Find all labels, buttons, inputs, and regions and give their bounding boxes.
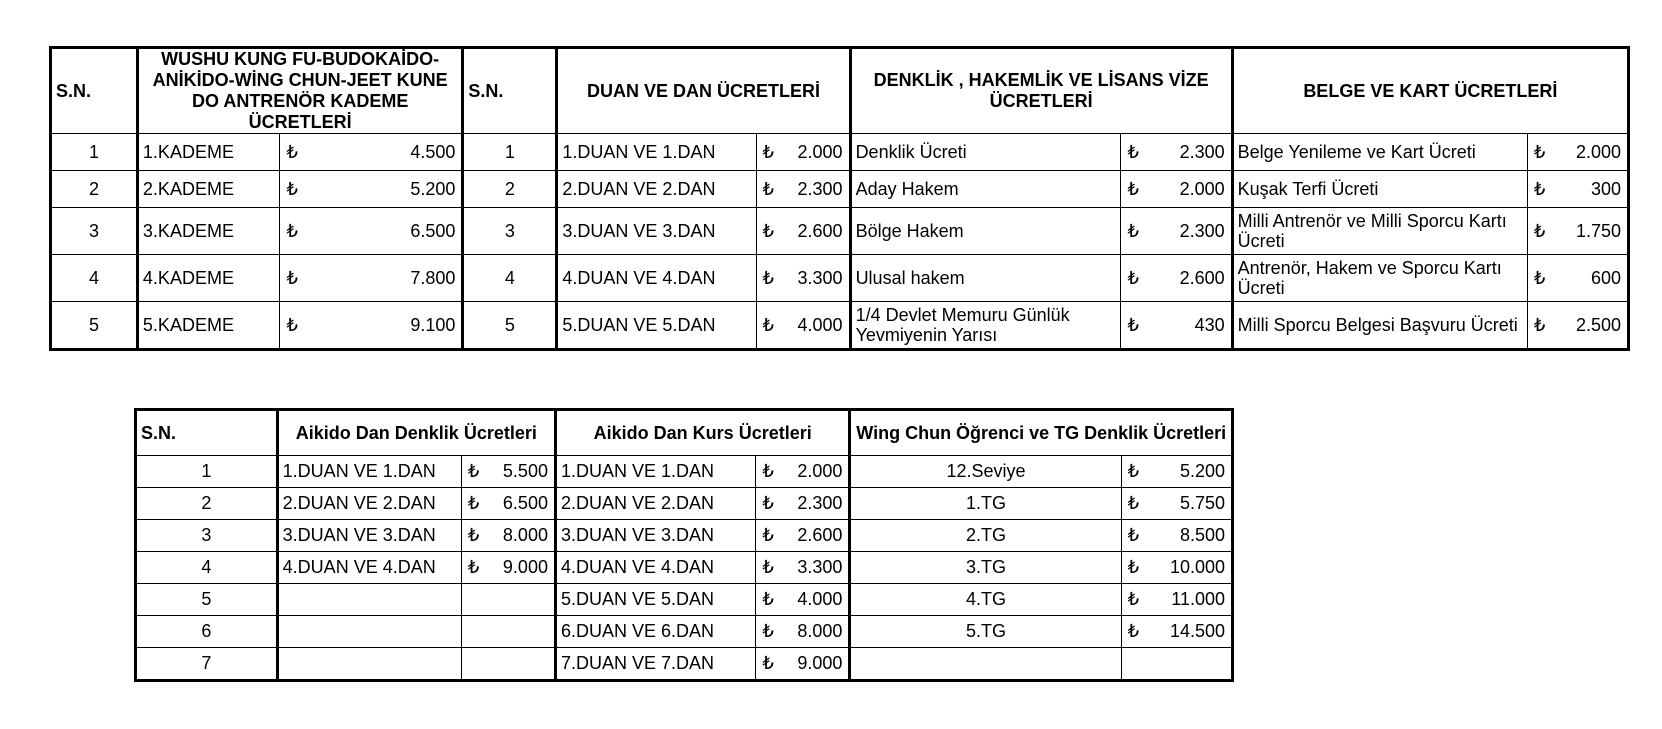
table-row bbox=[136, 456, 1233, 488]
wing-chun-header: Wing Chun Öğrenci ve TG Denklik Ücretleri bbox=[850, 410, 1233, 456]
currency-symbol: ₺ bbox=[762, 314, 774, 335]
denklik-fee-cell bbox=[1121, 302, 1232, 350]
kademe-cell: 3.KADEME bbox=[137, 208, 280, 255]
kademe-cell: 2.KADEME bbox=[137, 171, 280, 208]
fee-amount: 3.300 bbox=[797, 267, 843, 288]
duan-cell: 2.DUAN VE 2.DAN bbox=[557, 171, 756, 208]
belge-cell: Kuşak Terfi Ücreti bbox=[1232, 171, 1527, 208]
aikido-kurs-fee-cell bbox=[756, 648, 850, 681]
fee-amount: 5.750 bbox=[1179, 493, 1225, 513]
sn-header: S.N. bbox=[136, 410, 278, 456]
kademe-cell: 1.KADEME bbox=[137, 134, 280, 171]
fee-amount: 4.500 bbox=[410, 141, 456, 162]
fee-amount: 5.500 bbox=[502, 461, 548, 481]
fee-amount: 2.300 bbox=[1179, 220, 1225, 241]
currency-symbol: ₺ bbox=[1533, 178, 1546, 199]
fee-amount: 3.300 bbox=[797, 557, 843, 577]
wing-chun-cell: 2.TG bbox=[850, 520, 1121, 552]
aikido-kurs-cell: 3.DUAN VE 3.DAN bbox=[555, 520, 755, 552]
currency-symbol: ₺ bbox=[467, 461, 480, 481]
fee-amount: 300 bbox=[1590, 178, 1621, 199]
fee-amount: 2.500 bbox=[1575, 314, 1621, 335]
belge-fee-cell bbox=[1527, 208, 1628, 255]
aikido-kurs-header: Aikido Dan Kurs Ücretleri bbox=[555, 410, 849, 456]
currency-symbol: ₺ bbox=[762, 621, 774, 641]
fee-amount: 8.000 bbox=[797, 621, 843, 641]
aikido-kurs-fee-cell bbox=[756, 552, 850, 584]
fee-amount: 4.000 bbox=[797, 589, 843, 609]
fee-amount: 10.000 bbox=[1169, 557, 1225, 577]
aikido-kurs-cell: 1.DUAN VE 1.DAN bbox=[555, 456, 755, 488]
aikido-denklik-cell: 2.DUAN VE 2.DAN bbox=[277, 488, 461, 520]
duan-fee-cell bbox=[756, 171, 850, 208]
aikido-kurs-cell: 6.DUAN VE 6.DAN bbox=[555, 616, 755, 648]
currency-symbol: ₺ bbox=[467, 493, 480, 513]
currency-symbol: ₺ bbox=[762, 493, 774, 513]
table-row bbox=[51, 255, 1629, 302]
sn-cell: 2 bbox=[136, 488, 278, 520]
table-row bbox=[136, 488, 1233, 520]
wing-chun-cell: 1.TG bbox=[850, 488, 1121, 520]
denklik-fee-cell bbox=[1121, 255, 1232, 302]
aikido-kurs-fee-cell bbox=[756, 456, 850, 488]
belge-cell: Milli Sporcu Belgesi Başvuru Ücreti bbox=[1232, 302, 1527, 350]
currency-symbol: ₺ bbox=[1533, 220, 1546, 241]
denklik-cell: Ulusal hakem bbox=[850, 255, 1121, 302]
fee-amount: 5.200 bbox=[410, 178, 456, 199]
currency-symbol: ₺ bbox=[467, 525, 480, 545]
denklik-cell: 1/4 Devlet Memuru Günlük Yevmiyenin Yarısı bbox=[850, 302, 1121, 350]
fee-amount: 6.500 bbox=[502, 493, 548, 513]
belge-fee-cell bbox=[1527, 134, 1628, 171]
aikido-kurs-fee-cell bbox=[756, 520, 850, 552]
currency-symbol: ₺ bbox=[762, 557, 774, 577]
sn-cell: 1 bbox=[51, 134, 138, 171]
aikido-kurs-cell: 2.DUAN VE 2.DAN bbox=[555, 488, 755, 520]
fee-amount: 2.300 bbox=[797, 493, 843, 513]
sn-cell: 1 bbox=[136, 456, 278, 488]
wing-chun-fee-cell bbox=[1121, 584, 1232, 616]
currency-symbol: ₺ bbox=[286, 141, 298, 162]
belge-fee-cell bbox=[1527, 171, 1628, 208]
currency-symbol: ₺ bbox=[286, 220, 298, 241]
fee-amount: 8.000 bbox=[502, 525, 548, 545]
duan-fee-cell bbox=[756, 208, 850, 255]
sn2-cell: 5 bbox=[463, 302, 557, 350]
wing-chun-fee-cell bbox=[1121, 648, 1232, 681]
currency-symbol: ₺ bbox=[762, 267, 774, 288]
wing-chun-fee-cell bbox=[1121, 616, 1232, 648]
sn2-cell: 2 bbox=[463, 171, 557, 208]
aikido-kurs-fee-cell bbox=[756, 488, 850, 520]
aikido-denklik-fee-cell bbox=[461, 488, 555, 520]
table-row bbox=[51, 302, 1629, 350]
kademe-cell: 4.KADEME bbox=[137, 255, 280, 302]
fee-amount: 2.600 bbox=[797, 525, 843, 545]
wing-chun-fee-cell bbox=[1121, 552, 1232, 584]
currency-symbol: ₺ bbox=[286, 314, 298, 335]
aikido-denklik-cell: 1.DUAN VE 1.DAN bbox=[277, 456, 461, 488]
fee-amount: 430 bbox=[1194, 314, 1225, 335]
wing-chun-cell: 5.TG bbox=[850, 616, 1121, 648]
sn2-header: S.N. bbox=[463, 48, 557, 134]
belge-cell: Belge Yenileme ve Kart Ücreti bbox=[1232, 134, 1527, 171]
fee-amount: 5.200 bbox=[1179, 461, 1225, 481]
currency-symbol: ₺ bbox=[286, 178, 298, 199]
sn-cell: 3 bbox=[51, 208, 138, 255]
table-row bbox=[136, 520, 1233, 552]
fee-amount: 2.600 bbox=[1179, 267, 1225, 288]
wing-chun-cell: 3.TG bbox=[850, 552, 1121, 584]
wing-chun-fee-cell bbox=[1121, 520, 1232, 552]
fee-amount: 4.000 bbox=[797, 314, 843, 335]
currency-symbol: ₺ bbox=[467, 557, 480, 577]
kademe-fee-cell bbox=[280, 208, 463, 255]
aikido-denklik-cell bbox=[277, 584, 461, 616]
fee-amount: 600 bbox=[1590, 267, 1621, 288]
currency-symbol: ₺ bbox=[1127, 589, 1140, 609]
currency-symbol: ₺ bbox=[762, 653, 774, 673]
currency-symbol: ₺ bbox=[1127, 267, 1139, 288]
aikido-denklik-cell bbox=[277, 616, 461, 648]
aikido-denklik-header: Aikido Dan Denklik Ücretleri bbox=[277, 410, 555, 456]
denklik-cell: Bölge Hakem bbox=[850, 208, 1121, 255]
table-row bbox=[51, 171, 1629, 208]
sn-cell: 2 bbox=[51, 171, 138, 208]
duan-cell: 1.DUAN VE 1.DAN bbox=[557, 134, 756, 171]
fee-amount: 9.100 bbox=[410, 314, 456, 335]
aikido-denklik-cell: 3.DUAN VE 3.DAN bbox=[277, 520, 461, 552]
sn2-cell: 4 bbox=[463, 255, 557, 302]
table-row bbox=[136, 584, 1233, 616]
wing-chun-fee-cell bbox=[1121, 456, 1232, 488]
fee-amount: 11.000 bbox=[1171, 589, 1225, 609]
duan-cell: 4.DUAN VE 4.DAN bbox=[557, 255, 756, 302]
currency-symbol: ₺ bbox=[1127, 525, 1140, 545]
currency-symbol: ₺ bbox=[1127, 493, 1140, 513]
aikido-denklik-fee-cell bbox=[461, 456, 555, 488]
aikido-denklik-cell bbox=[277, 648, 461, 681]
denklik-fee-cell bbox=[1121, 134, 1232, 171]
sn-cell: 5 bbox=[136, 584, 278, 616]
kademe-header: WUSHU KUNG FU-BUDOKAİDO-ANİKİDO-WİNG CHUN-JEET KUNE DO ANTRENÖR KADEME ÜCRETLERİ bbox=[137, 48, 462, 134]
aikido-kurs-cell: 5.DUAN VE 5.DAN bbox=[555, 584, 755, 616]
currency-symbol: ₺ bbox=[762, 141, 774, 162]
kademe-fee-cell bbox=[280, 171, 463, 208]
duan-header: DUAN VE DAN ÜCRETLERİ bbox=[557, 48, 850, 134]
kademe-fee-cell bbox=[280, 302, 463, 350]
aikido-denklik-cell: 4.DUAN VE 4.DAN bbox=[277, 552, 461, 584]
belge-fee-cell bbox=[1527, 255, 1628, 302]
aikido-kurs-fee-cell bbox=[756, 584, 850, 616]
table-row bbox=[136, 616, 1233, 648]
wing-chun-fee-cell bbox=[1121, 488, 1232, 520]
aikido-kurs-fee-cell bbox=[756, 616, 850, 648]
currency-symbol: ₺ bbox=[1533, 314, 1546, 335]
fee-amount: 6.500 bbox=[410, 220, 456, 241]
fee-amount: 8.500 bbox=[1179, 525, 1225, 545]
currency-symbol: ₺ bbox=[1127, 141, 1139, 162]
fee-amount: 9.000 bbox=[502, 557, 548, 577]
sn-cell: 4 bbox=[136, 552, 278, 584]
fee-table-main bbox=[49, 46, 1630, 351]
denklik-cell: Denklik Ücreti bbox=[850, 134, 1121, 171]
table-row bbox=[136, 552, 1233, 584]
fee-amount: 2.300 bbox=[797, 178, 843, 199]
belge-fee-cell bbox=[1527, 302, 1628, 350]
currency-symbol: ₺ bbox=[286, 267, 298, 288]
currency-symbol: ₺ bbox=[762, 220, 774, 241]
fee-amount: 2.000 bbox=[1179, 178, 1225, 199]
denklik-cell: Aday Hakem bbox=[850, 171, 1121, 208]
denklik-fee-cell bbox=[1121, 171, 1232, 208]
aikido-kurs-cell: 7.DUAN VE 7.DAN bbox=[555, 648, 755, 681]
aikido-denklik-fee-cell bbox=[461, 552, 555, 584]
wing-chun-cell bbox=[850, 648, 1121, 681]
duan-fee-cell bbox=[756, 302, 850, 350]
sn-cell: 7 bbox=[136, 648, 278, 681]
belge-cell: Milli Antrenör ve Milli Sporcu Kartı Ücreti bbox=[1232, 208, 1527, 255]
fee-amount: 2.000 bbox=[1575, 141, 1621, 162]
table-header-row bbox=[136, 410, 1233, 456]
table-header-row bbox=[51, 48, 1629, 134]
denklik-header: DENKLİK , HAKEMLİK VE LİSANS VİZE ÜCRETLERİ bbox=[850, 48, 1232, 134]
currency-symbol: ₺ bbox=[1127, 461, 1140, 481]
fee-amount: 14.500 bbox=[1169, 621, 1225, 641]
denklik-fee-cell bbox=[1121, 208, 1232, 255]
sn-cell: 6 bbox=[136, 616, 278, 648]
kademe-fee-cell bbox=[280, 134, 463, 171]
sn2-cell: 1 bbox=[463, 134, 557, 171]
currency-symbol: ₺ bbox=[1533, 267, 1546, 288]
currency-symbol: ₺ bbox=[1127, 178, 1139, 199]
aikido-kurs-cell: 4.DUAN VE 4.DAN bbox=[555, 552, 755, 584]
fee-amount: 2.000 bbox=[797, 141, 843, 162]
wing-chun-cell: 12.Seviye bbox=[850, 456, 1121, 488]
fee-amount: 2.000 bbox=[797, 461, 843, 481]
aikido-denklik-fee-cell bbox=[461, 616, 555, 648]
currency-symbol: ₺ bbox=[762, 178, 774, 199]
table-row bbox=[51, 134, 1629, 171]
currency-symbol: ₺ bbox=[1533, 141, 1546, 162]
fee-amount: 1.750 bbox=[1575, 220, 1621, 241]
fee-amount: 9.000 bbox=[797, 653, 843, 673]
duan-fee-cell bbox=[756, 134, 850, 171]
currency-symbol: ₺ bbox=[762, 461, 774, 481]
aikido-denklik-fee-cell bbox=[461, 584, 555, 616]
table-row bbox=[51, 208, 1629, 255]
currency-symbol: ₺ bbox=[1127, 220, 1139, 241]
fee-amount: 2.600 bbox=[797, 220, 843, 241]
duan-cell: 3.DUAN VE 3.DAN bbox=[557, 208, 756, 255]
table-row bbox=[136, 648, 1233, 681]
currency-symbol: ₺ bbox=[1127, 557, 1140, 577]
fee-table-aikido-wingchun bbox=[134, 408, 1234, 682]
kademe-cell: 5.KADEME bbox=[137, 302, 280, 350]
wing-chun-cell: 4.TG bbox=[850, 584, 1121, 616]
currency-symbol: ₺ bbox=[1127, 314, 1139, 335]
aikido-denklik-fee-cell bbox=[461, 648, 555, 681]
sn-cell: 5 bbox=[51, 302, 138, 350]
duan-cell: 5.DUAN VE 5.DAN bbox=[557, 302, 756, 350]
fee-amount: 2.300 bbox=[1179, 141, 1225, 162]
fee-amount: 7.800 bbox=[410, 267, 456, 288]
currency-symbol: ₺ bbox=[762, 525, 774, 545]
sn-cell: 3 bbox=[136, 520, 278, 552]
duan-fee-cell bbox=[756, 255, 850, 302]
sn-cell: 4 bbox=[51, 255, 138, 302]
kademe-fee-cell bbox=[280, 255, 463, 302]
currency-symbol: ₺ bbox=[762, 589, 774, 609]
belge-header: BELGE VE KART ÜCRETLERİ bbox=[1232, 48, 1628, 134]
belge-cell: Antrenör, Hakem ve Sporcu Kartı Ücreti bbox=[1232, 255, 1527, 302]
sn2-cell: 3 bbox=[463, 208, 557, 255]
aikido-denklik-fee-cell bbox=[461, 520, 555, 552]
currency-symbol: ₺ bbox=[1127, 621, 1140, 641]
sn-header: S.N. bbox=[51, 48, 138, 134]
